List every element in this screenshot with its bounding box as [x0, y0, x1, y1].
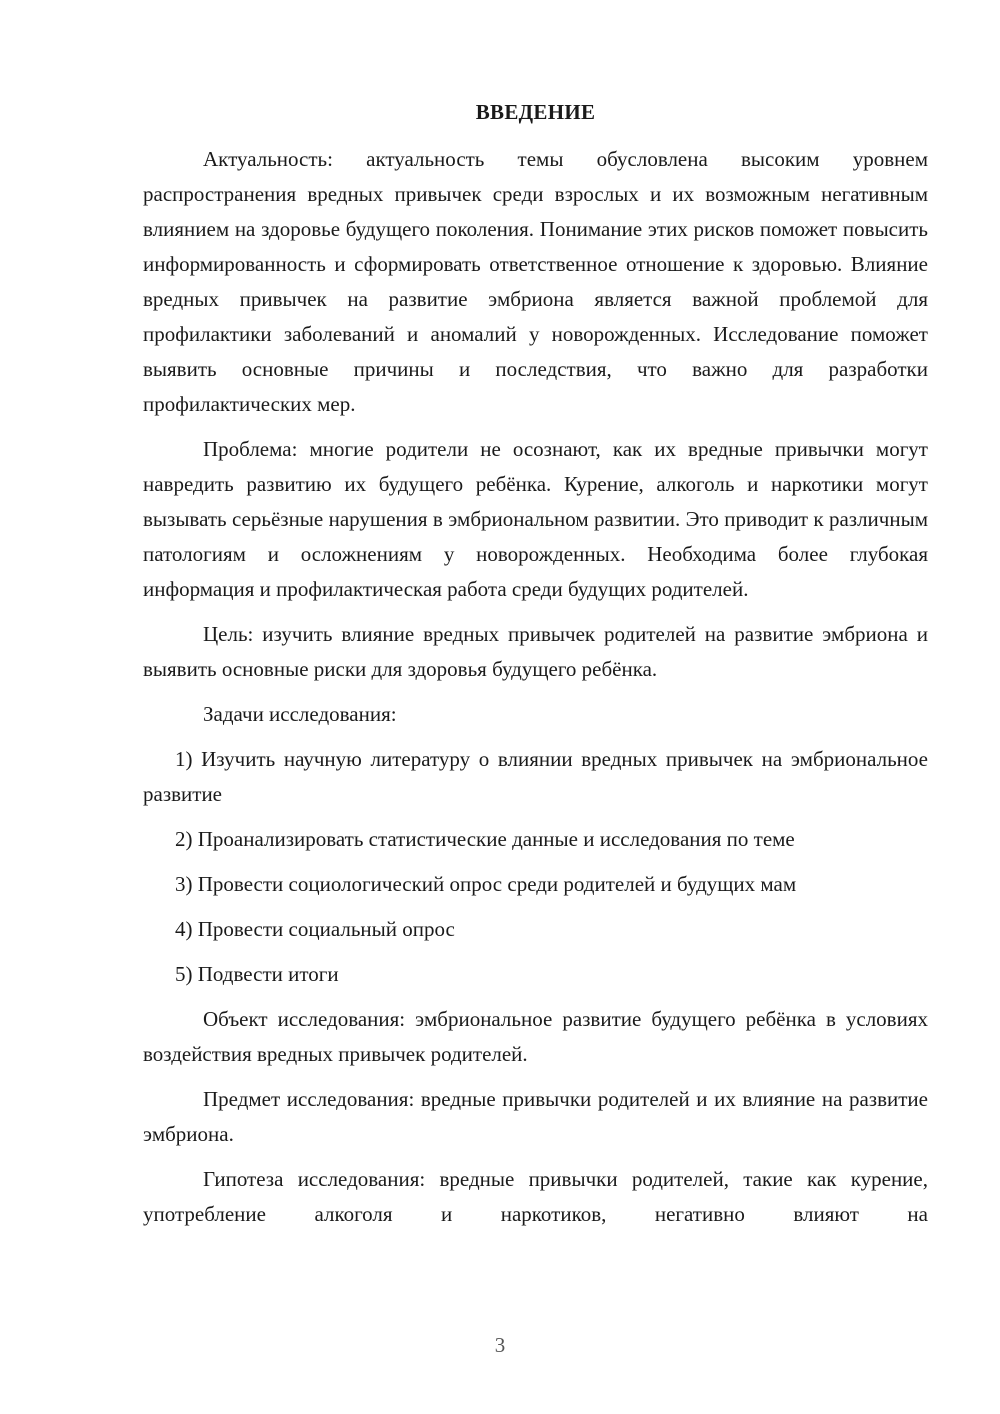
page-number: 3 [494, 1333, 506, 1357]
paragraph-relevance: Актуальность: актуальность темы обусловлена высоким уровнем распространения вредных привычек среди взрослых и их возможным негативным влиянием на здоровье будущего поколения. Понимание этих рисков поможет повысить информированность и сформировать ответственное отношение к здоровью. Влияние вредных привычек на развитие эмбриона является важной проблемой для профилактики заболеваний и аномалий у новорожденных. Исследование поможет выявить основные причины и последствия, что важно для разработки профилактических мер. [143, 147, 928, 416]
paragraph-hypothesis: Гипотеза исследования: вредные привычки родителей, такие как курение, употребление алкоголя и наркотиков, негативно влияют на [143, 1167, 928, 1226]
task-item-3: 3) Провести социологический опрос среди родителей и будущих мам [175, 872, 797, 896]
task-item-2: 2) Проанализировать статистические данные и исследования по теме [175, 827, 795, 851]
task-item-5: 5) Подвести итоги [175, 962, 339, 986]
task-item-1: 1) Изучить научную литературу о влиянии вредных привычек на эмбриональное развитие [143, 747, 928, 806]
paragraph-object: Объект исследования: эмбриональное развитие будущего ребёнка в условиях воздействия вредных привычек родителей. [143, 1007, 928, 1066]
tasks-heading: Задачи исследования: [203, 702, 397, 726]
paragraph-subject: Предмет исследования: вредные привычки родителей и их влияние на развитие эмбриона. [143, 1087, 928, 1146]
document-page [143, 95, 928, 1232]
paragraph-problem: Проблема: многие родители не осознают, как их вредные привычки могут навредить развитию их будущего ребёнка. Курение, алкоголь и наркотики могут вызывать серьёзные нарушения в эмбриональном развитии. Это приводит к различным патологиям и осложнениям у новорожденных. Необходима более глубокая информация и профилактическая работа среди будущих родителей. [143, 437, 928, 601]
task-item-4: 4) Провести социальный опрос [175, 917, 455, 941]
section-title: ВВЕДЕНИЕ [475, 100, 596, 124]
paragraph-goal: Цель: изучить влияние вредных привычек родителей на развитие эмбриона и выявить основные риски для здоровья будущего ребёнка. [143, 622, 928, 681]
